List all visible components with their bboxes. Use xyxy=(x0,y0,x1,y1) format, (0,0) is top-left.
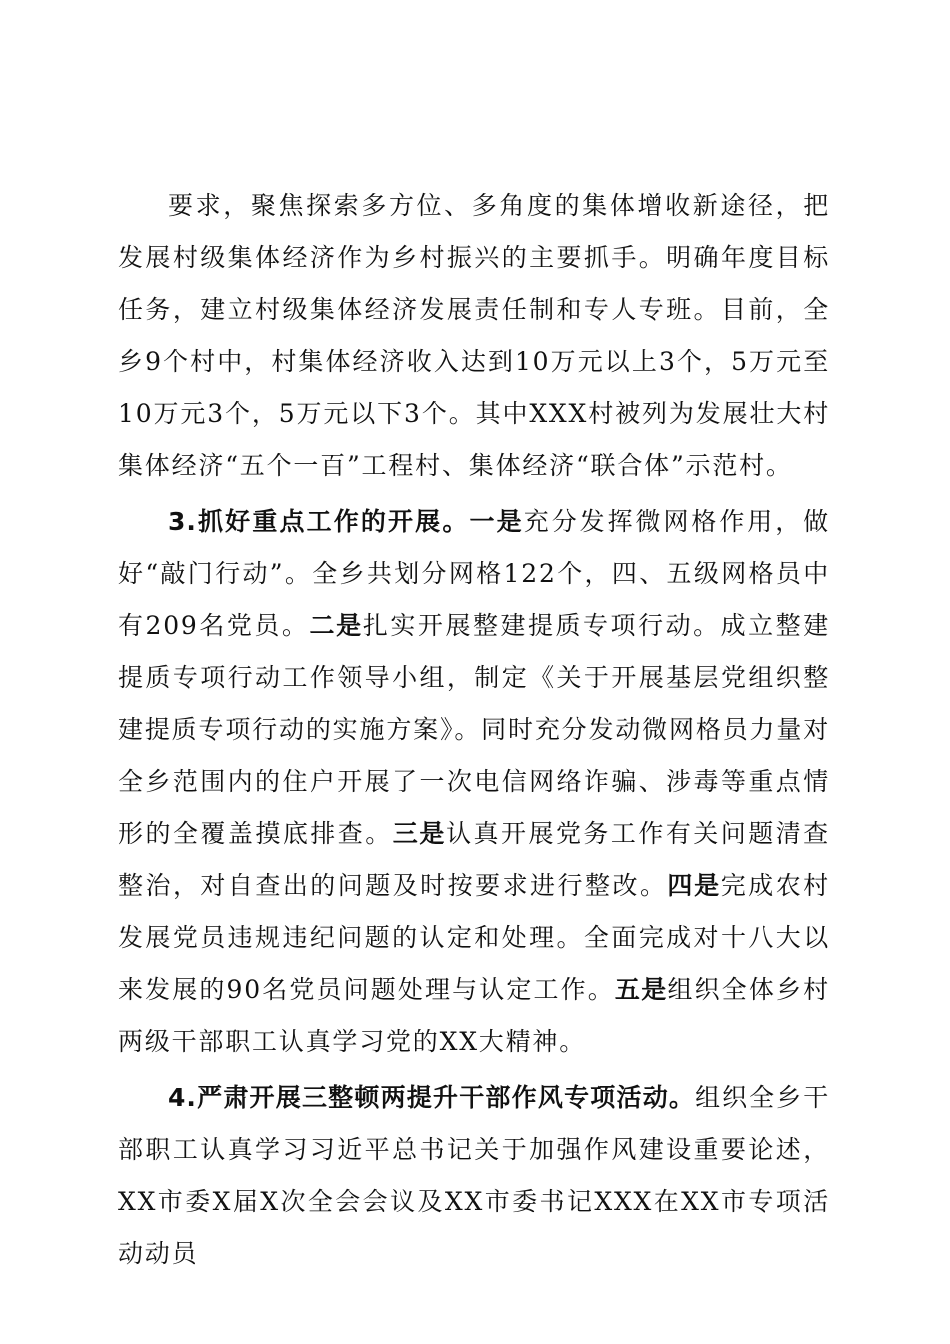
paragraph-text: 完成农村发展党员违规违纪问题的认定和处理。全面完成对十八大以来发展的90名党员问题处理与认定工作。 xyxy=(118,871,830,1004)
lead-phrase: 四是 xyxy=(667,871,721,900)
paragraph-text: 充分发挥微网格作用，做好“敲门行动”。全乡共划分网格122个，四、五级网格员中有209名党员。 xyxy=(118,507,830,640)
paragraph-village-economy xyxy=(118,180,830,492)
paragraph-work-style xyxy=(118,1072,830,1280)
paragraph-text: 组织全体乡村两级干部职工认真学习党的XX大精神。 xyxy=(118,975,830,1056)
paragraph-text: 组织全乡干部职工认真学习习近平总书记关于加强作风建设重要论述，XX市委X届X次全会会议及XX市委书记XXX在XX市专项活动动员 xyxy=(118,1083,830,1268)
lead-phrase: 三是 xyxy=(392,819,447,848)
paragraph-key-work xyxy=(118,496,830,1068)
lead-phrase: 五是 xyxy=(614,975,668,1004)
paragraph-text: 要求，聚焦探索多方位、多角度的集体增收新途径，把发展村级集体经济作为乡村振兴的主要抓手。明确年度目标任务，建立村级集体经济发展责任制和专人专班。目前，全乡9个村中，村集体经济收入达到10万元以上3个，5万元至10万元3个，5万元以下3个。其中XXX村被列为发展壮大村集体经济“五个一百”工程村、集体经济“联合体”示范村。 xyxy=(118,191,830,480)
document-body xyxy=(118,180,830,1280)
section-heading: 4.严肃开展三整顿两提升干部作风专项活动。 xyxy=(168,1083,696,1112)
section-heading: 3.抓好重点工作的开展。 xyxy=(168,507,470,536)
paragraph-text: 扎实开展整建提质专项行动。成立整建提质专项行动工作领导小组，制定《关于开展基层党组织整建提质专项行动的实施方案》。同时充分发动微网格员力量对全乡范围内的住户开展了一次电信网络诈骗、涉毒等重点情形的全覆盖摸底排查。 xyxy=(118,611,830,848)
paragraph-text: 认真开展党务工作有关问题清查整治，对自查出的问题及时按要求进行整改。 xyxy=(118,819,830,900)
lead-phrase: 二是 xyxy=(309,611,363,640)
lead-phrase: 一是 xyxy=(469,507,524,536)
